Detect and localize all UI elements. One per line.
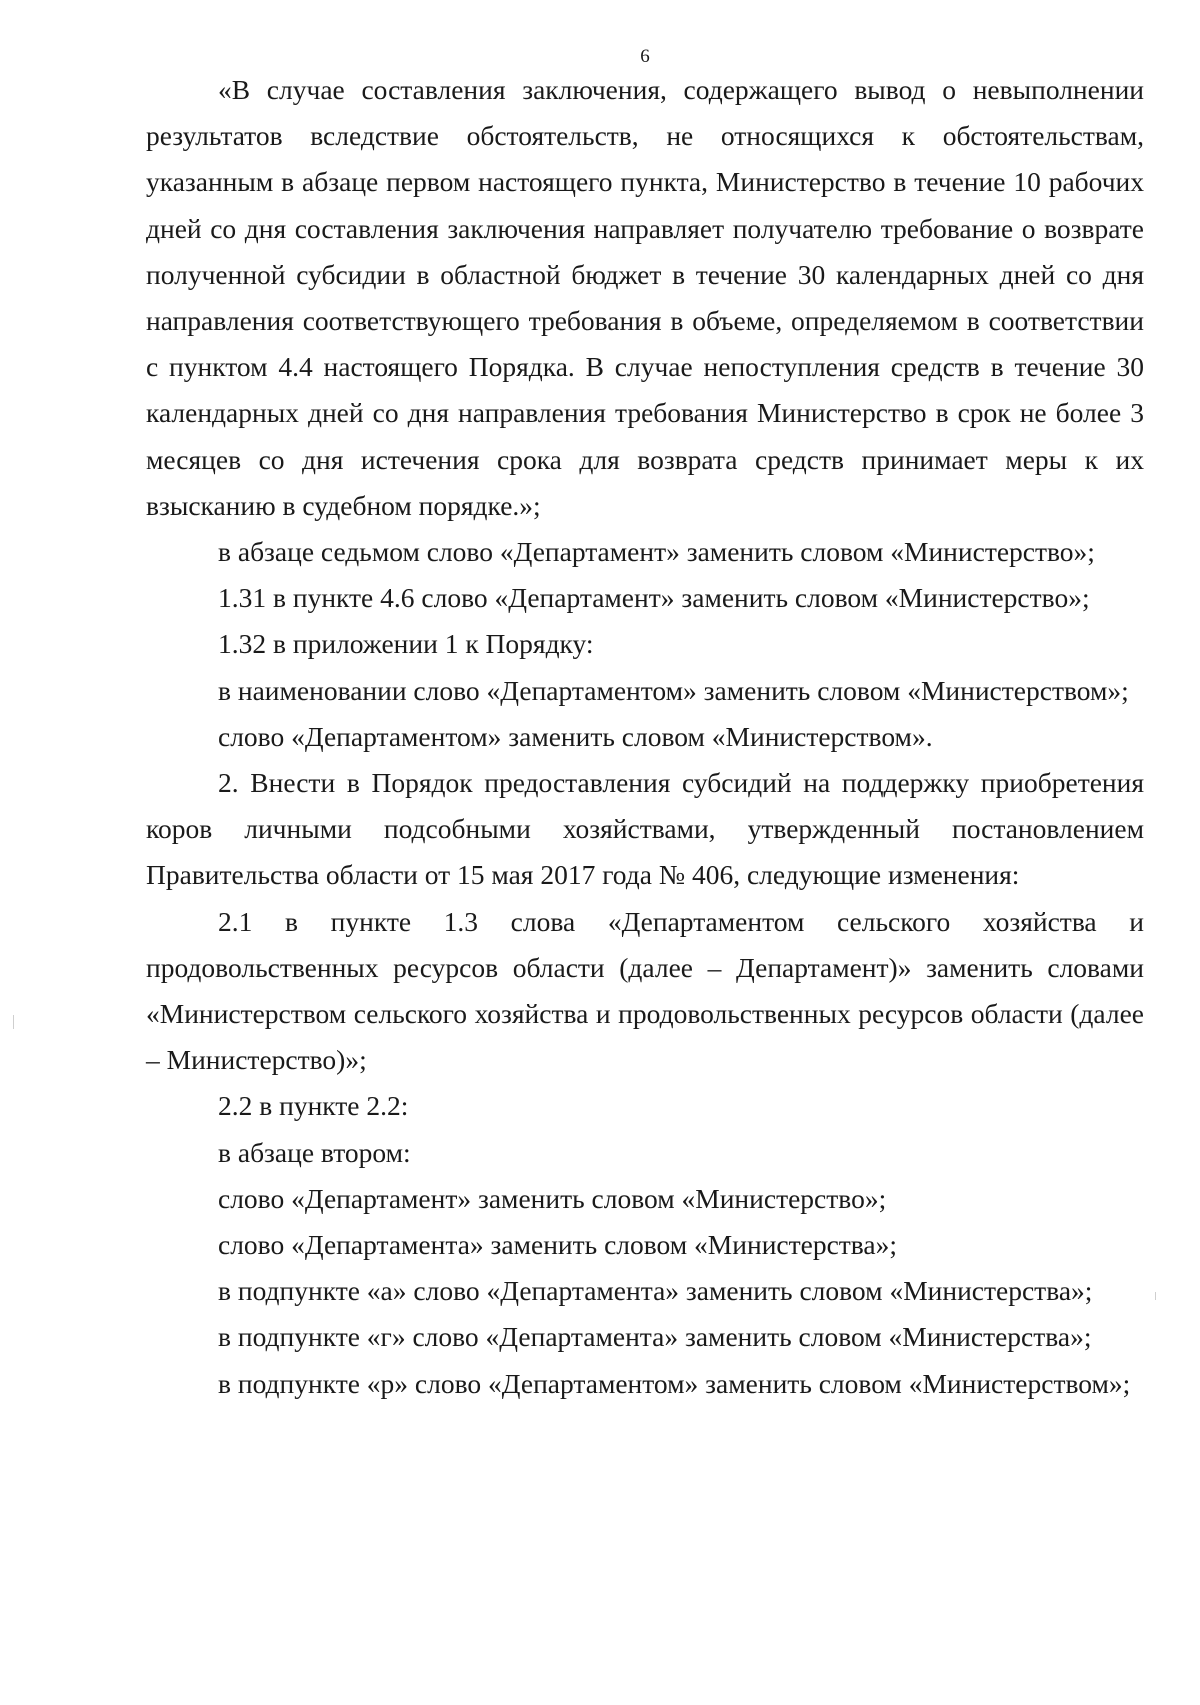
paragraph-amendment: в подпункте «а» слово «Департамента» заменить словом «Министерства»; — [218, 1275, 1093, 1307]
scan-artifact-mark — [1155, 1292, 1156, 1300]
paragraph-amendment: в абзаце втором: — [218, 1136, 411, 1168]
paragraph-amendment: в подпункте «р» слово «Департаментом» заменить словом «Министерством»; — [218, 1367, 1131, 1399]
paragraph-amendment: слово «Департамента» заменить словом «Министерства»; — [218, 1229, 898, 1261]
paragraph-amendment: 1.31 в пункте 4.6 слово «Департамент» заменить словом «Министерство»; — [218, 582, 1090, 614]
paragraph-amendment: в абзаце седьмом слово «Департамент» заменить словом «Министерство»; — [218, 536, 1095, 568]
document-body — [146, 67, 1144, 1407]
paragraph-amendment: слово «Департаментом» заменить словом «Министерством». — [218, 720, 933, 752]
paragraph-amendment: в наименовании слово «Департаментом» заменить словом «Министерством»; — [218, 674, 1129, 706]
paragraph-quoted-clause: «В случае составления заключения, содержащего вывод о невыполнении результатов вследствие обстоятельств, не относящихся к обстоятельствам, указанным в абзаце первом настоящего пункта, Министерство в течение 10 рабочих дней со дня составления заключения направляет получателю требование о возврате полученной субсидии в областной бюджет в течение 30 календарных дней со дня направления соответствующего требования в объеме, определяемом в соответствии с пунктом 4.4 настоящего Порядка. В случае непоступления средств в течение 30 календарных дней со дня направления требования Министерство в срок не более 3 месяцев со дня истечения срока для возврата средств принимает меры к их взысканию в судебном порядке.»; — [146, 74, 1144, 521]
paragraph-amendment-section: 2. Внести в Порядок предоставления субсидий на поддержку приобретения коров личными подсобными хозяйствами, утвержденный постановлением Правительства области от 15 мая 2017 года № 406, следующие изменения: — [146, 767, 1144, 891]
paragraph-amendment: 2.2 в пункте 2.2: — [218, 1090, 409, 1122]
scan-artifact-mark — [13, 1015, 14, 1029]
page-number: 6 — [640, 46, 650, 67]
paragraph-amendment: в подпункте «г» слово «Департамента» заменить словом «Министерства»; — [218, 1321, 1092, 1353]
paragraph-amendment: слово «Департамент» заменить словом «Министерство»; — [218, 1182, 887, 1214]
paragraph-amendment: 1.32 в приложении 1 к Порядку: — [218, 628, 594, 660]
paragraph-amendment: 2.1 в пункте 1.3 слова «Департаментом сельского хозяйства и продовольственных ресурсов области (далее – Департамент)» заменить словами «Министерством сельского хозяйства и продовольственных ресурсов области (далее – Министерство)»; — [146, 905, 1144, 1076]
